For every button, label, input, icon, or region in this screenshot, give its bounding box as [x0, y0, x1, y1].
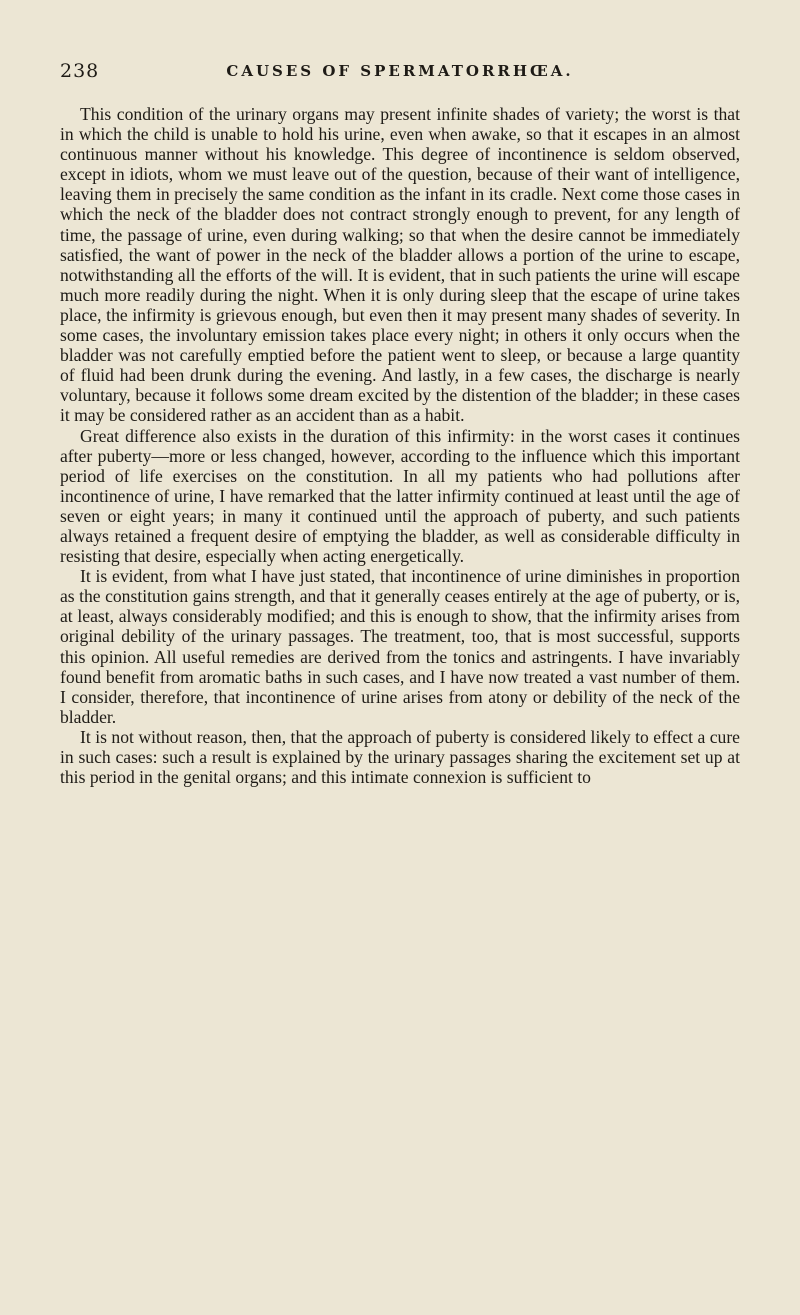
paragraph: It is not without reason, then, that the approach of puberty is considered likely to effect a cure in such cases: such a result is explained by the urinary passages sharing the excitement set up at this period in the genital organs; and this intimate connexion is sufficient to — [60, 726, 740, 788]
paragraph: It is evident, from what I have just stated, that incontinence of urine diminishes in proportion as the constitution gains strength, and that it generally ceases entirely at the age of puberty, or is, at least, always considerably modified; and this is enough to show, that the infirmity arises from original debility of the urinary passages. The treatment, too, that is most successful, supports this opinion. All useful remedies are derived from the tonics and astringents. I have invariably found benefit from aromatic baths in such cases, and I have now treated a vast number of them. I consider, therefore, that incontinence of urine arises from atony or debility of the neck of the bladder. — [60, 566, 740, 727]
running-head: CAUSES OF SPERMATORRHŒA. — [226, 62, 574, 80]
paragraph: This condition of the urinary organs may present infinite shades of variety; the worst is that in which the child is unable to hold his urine, even when awake, so that it escapes in an almost continuous manner without his knowledge. This degree of incontinence is seldom observed, except in idiots, whom we must leave out of the question, because of their want of intelligence, leaving them in precisely the same condition as the infant in its cradle. Next come those cases in which the neck of the bladder does not contract strongly enough to prevent, for any length of time, the passage of urine, even during walking; so that when the desire cannot be immediately satisfied, the want of power in the neck of the bladder allows a portion of the urine to escape, notwithstanding all the efforts of the will. It is evident, that in such patients the urine will escape much more readily during the night. When it is only during sleep that the escape of urine takes place, the infirmity is grievous enough, but even then it may present many shades of severity. In some cases, the involuntary emission takes place every night; in others it only occurs when the bladder was not carefully emptied before the patient went to sleep, or because a large quantity of fluid had been drunk during the evening. And lastly, in a few cases, the discharge is nearly voluntary, because it follows some dream excited by the distention of the bladder; in these cases it may be considered rather as an accident than as a habit. — [60, 104, 740, 426]
paragraph: Great difference also exists in the duration of this infirmity: in the worst cases it continues after puberty—more or less changed, however, according to the influence which this important period of life exercises on the constitution. In all my patients who had pollutions after incontinence of urine, I have remarked that the latter infirmity continued at least until the age of seven or eight years; in many it continued until the approach of puberty, and such patients always retained a frequent desire of emptying the bladder, as well as considerable difficulty in resisting that desire, especially when acting energetically. — [60, 425, 740, 567]
body-text — [60, 104, 740, 787]
page-number: 238 — [60, 60, 100, 82]
page-header — [60, 60, 740, 104]
book-page — [60, 60, 740, 787]
